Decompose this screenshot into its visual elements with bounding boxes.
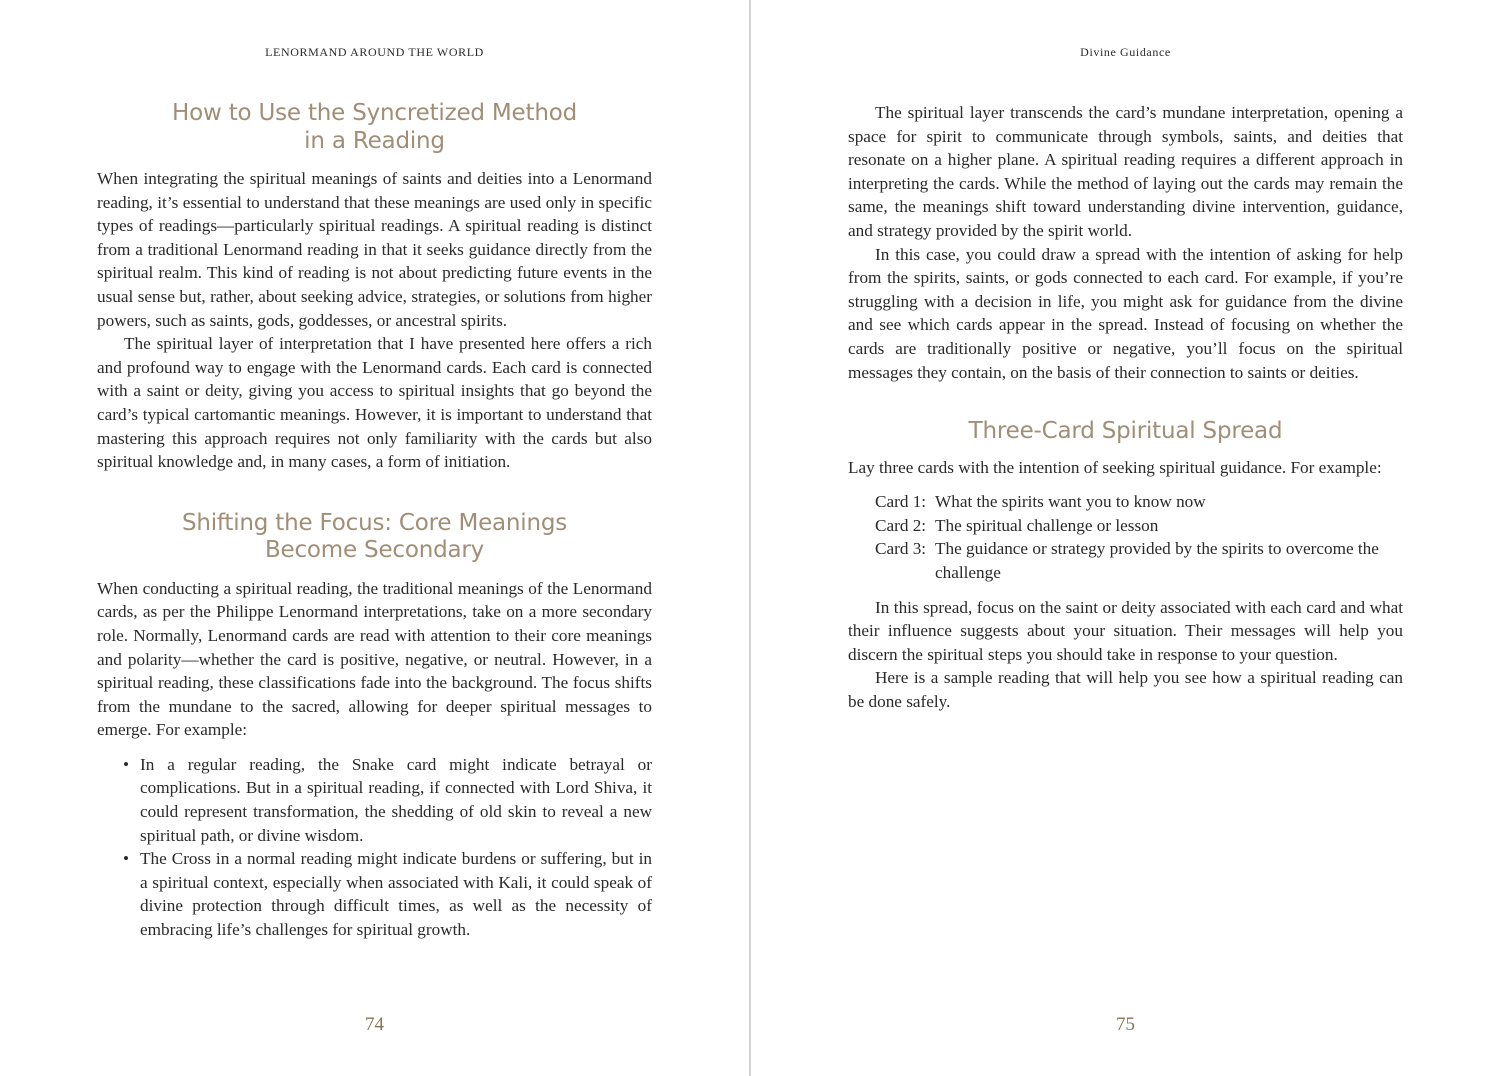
card-position-item: [875, 514, 1403, 538]
section-heading-three-card-spread: Three-Card Spiritual Spread: [968, 418, 1283, 445]
card-position-label: Card 1:: [875, 492, 927, 512]
body-paragraph: The spiritual layer of interpretation that I have presented here offers a rich and profound way to engage with the Lenormand cards. Each card is connected with a saint or deity, giving you access to spiritual insights that go beyond the card’s typical cartomantic meanings. However, it is important to understand that mastering this approach requires not only familiarity with the cards but also spiritual knowledge and, in many cases, a form of initiation.: [97, 334, 652, 472]
section-heading-shifting-focus: [97, 510, 652, 565]
card-position-text: The spiritual challenge or lesson: [935, 515, 1159, 535]
card-position-item: [875, 537, 1403, 584]
card-position-list: [848, 490, 1403, 584]
card-position-item: [875, 490, 1403, 514]
page-number-left: 74: [365, 1014, 384, 1035]
running-head-right: Divine Guidance: [1080, 45, 1171, 59]
bullet-glyph: •: [123, 754, 130, 774]
bullet-glyph: •: [123, 849, 130, 869]
body-paragraph: In this spread, focus on the saint or deity associated with each card and what their influence suggests about your situation. Their messages will help you discern the spiritual steps you should take in response to your question.: [848, 597, 1403, 664]
heading-line: Become Secondary: [264, 537, 485, 564]
heading-line: in a Reading: [304, 127, 445, 154]
body-paragraph: The spiritual layer transcends the card’s mundane interpretation, opening a space for spirit to communicate through symbols, saints, and deities that resonate on a higher plane. A spiritual reading requires a different approach in interpreting the cards. While the method of laying out the cards may remain the same, the meanings shift toward understanding divine intervention, guidance, and strategy provided by the spirit world.: [848, 103, 1403, 240]
list-item: [123, 753, 652, 847]
heading-line: Shifting the Focus: Core Meanings: [181, 509, 568, 536]
body-paragraph: In this case, you could draw a spread with the intention of asking for help from the spirits, saints, or gods connected to each card. For example, if you’re struggling with a decision in life, you might ask for guidance from the divine and see which cards appear in the spread. Instead of focusing on whether the cards are traditionally positive or negative, you’ll focus on the spiritual messages they contain, on the basis of their connection to saints or deities.: [848, 244, 1403, 382]
page-number-right: 75: [1116, 1014, 1135, 1035]
list-item-text: In a regular reading, the Snake card might indicate betrayal or complications. But in a spiritual reading, if connected with Lord Shiva, it could represent transformation, the shedding of old skin to reveal a new spiritual path, or divine wisdom.: [140, 754, 652, 845]
right-page-content: [848, 101, 1403, 714]
heading-line: How to Use the Syncretized Method: [172, 100, 577, 126]
card-position-label: Card 2:: [875, 515, 927, 535]
right-page: [751, 0, 1500, 1076]
body-paragraph: Lay three cards with the intention of seeking spiritual guidance. For example:: [848, 457, 1382, 477]
card-position-text: What the spirits want you to know now: [935, 492, 1206, 512]
list-item: [123, 847, 652, 941]
card-position-label: Card 3:: [875, 539, 927, 559]
card-position-text: The guidance or strategy provided by the spirits to overcome the challenge: [935, 539, 1379, 582]
body-paragraph: When integrating the spiritual meanings of saints and deities into a Lenormand reading, it’s essential to understand that these meanings are used only in specific types of readings—particularly spiritual readings. A spiritual reading is distinct from a traditional Lenormand reading in that it seeks guidance directly from the spiritual realm. This kind of reading is not about predicting future events in the usual sense but, rather, about seeking advice, strategies, or solutions from higher powers, such as saints, gods, goddesses, or ancestral spirits.: [97, 169, 652, 330]
bullet-list: [97, 753, 652, 942]
body-paragraph: When conducting a spiritual reading, the traditional meanings of the Lenormand cards, as per the Philippe Lenormand interpretations, take on a more secondary role. Normally, Lenormand cards are read with attention to their core meanings and polarity—whether the card is positive, negative, or neutral. However, in a spiritual reading, these classifications fade into the background. The focus shifts from the mundane to the sacred, allowing for deeper spiritual messages to emerge. For example:: [97, 578, 652, 740]
left-page: [0, 0, 749, 1076]
left-page-content: [97, 100, 652, 942]
running-head-left: LENORMAND AROUND THE WORLD: [265, 45, 484, 59]
body-paragraph: Here is a sample reading that will help you see how a spiritual reading can be done safely.: [848, 668, 1403, 711]
section-heading-syncretized-method: [97, 100, 652, 155]
list-item-text: The Cross in a normal reading might indicate burdens or suffering, but in a spiritual context, especially when associated with Kali, it could speak of divine protection through difficult times, as well as the necessity of embracing life’s challenges for spiritual growth.: [140, 849, 652, 940]
